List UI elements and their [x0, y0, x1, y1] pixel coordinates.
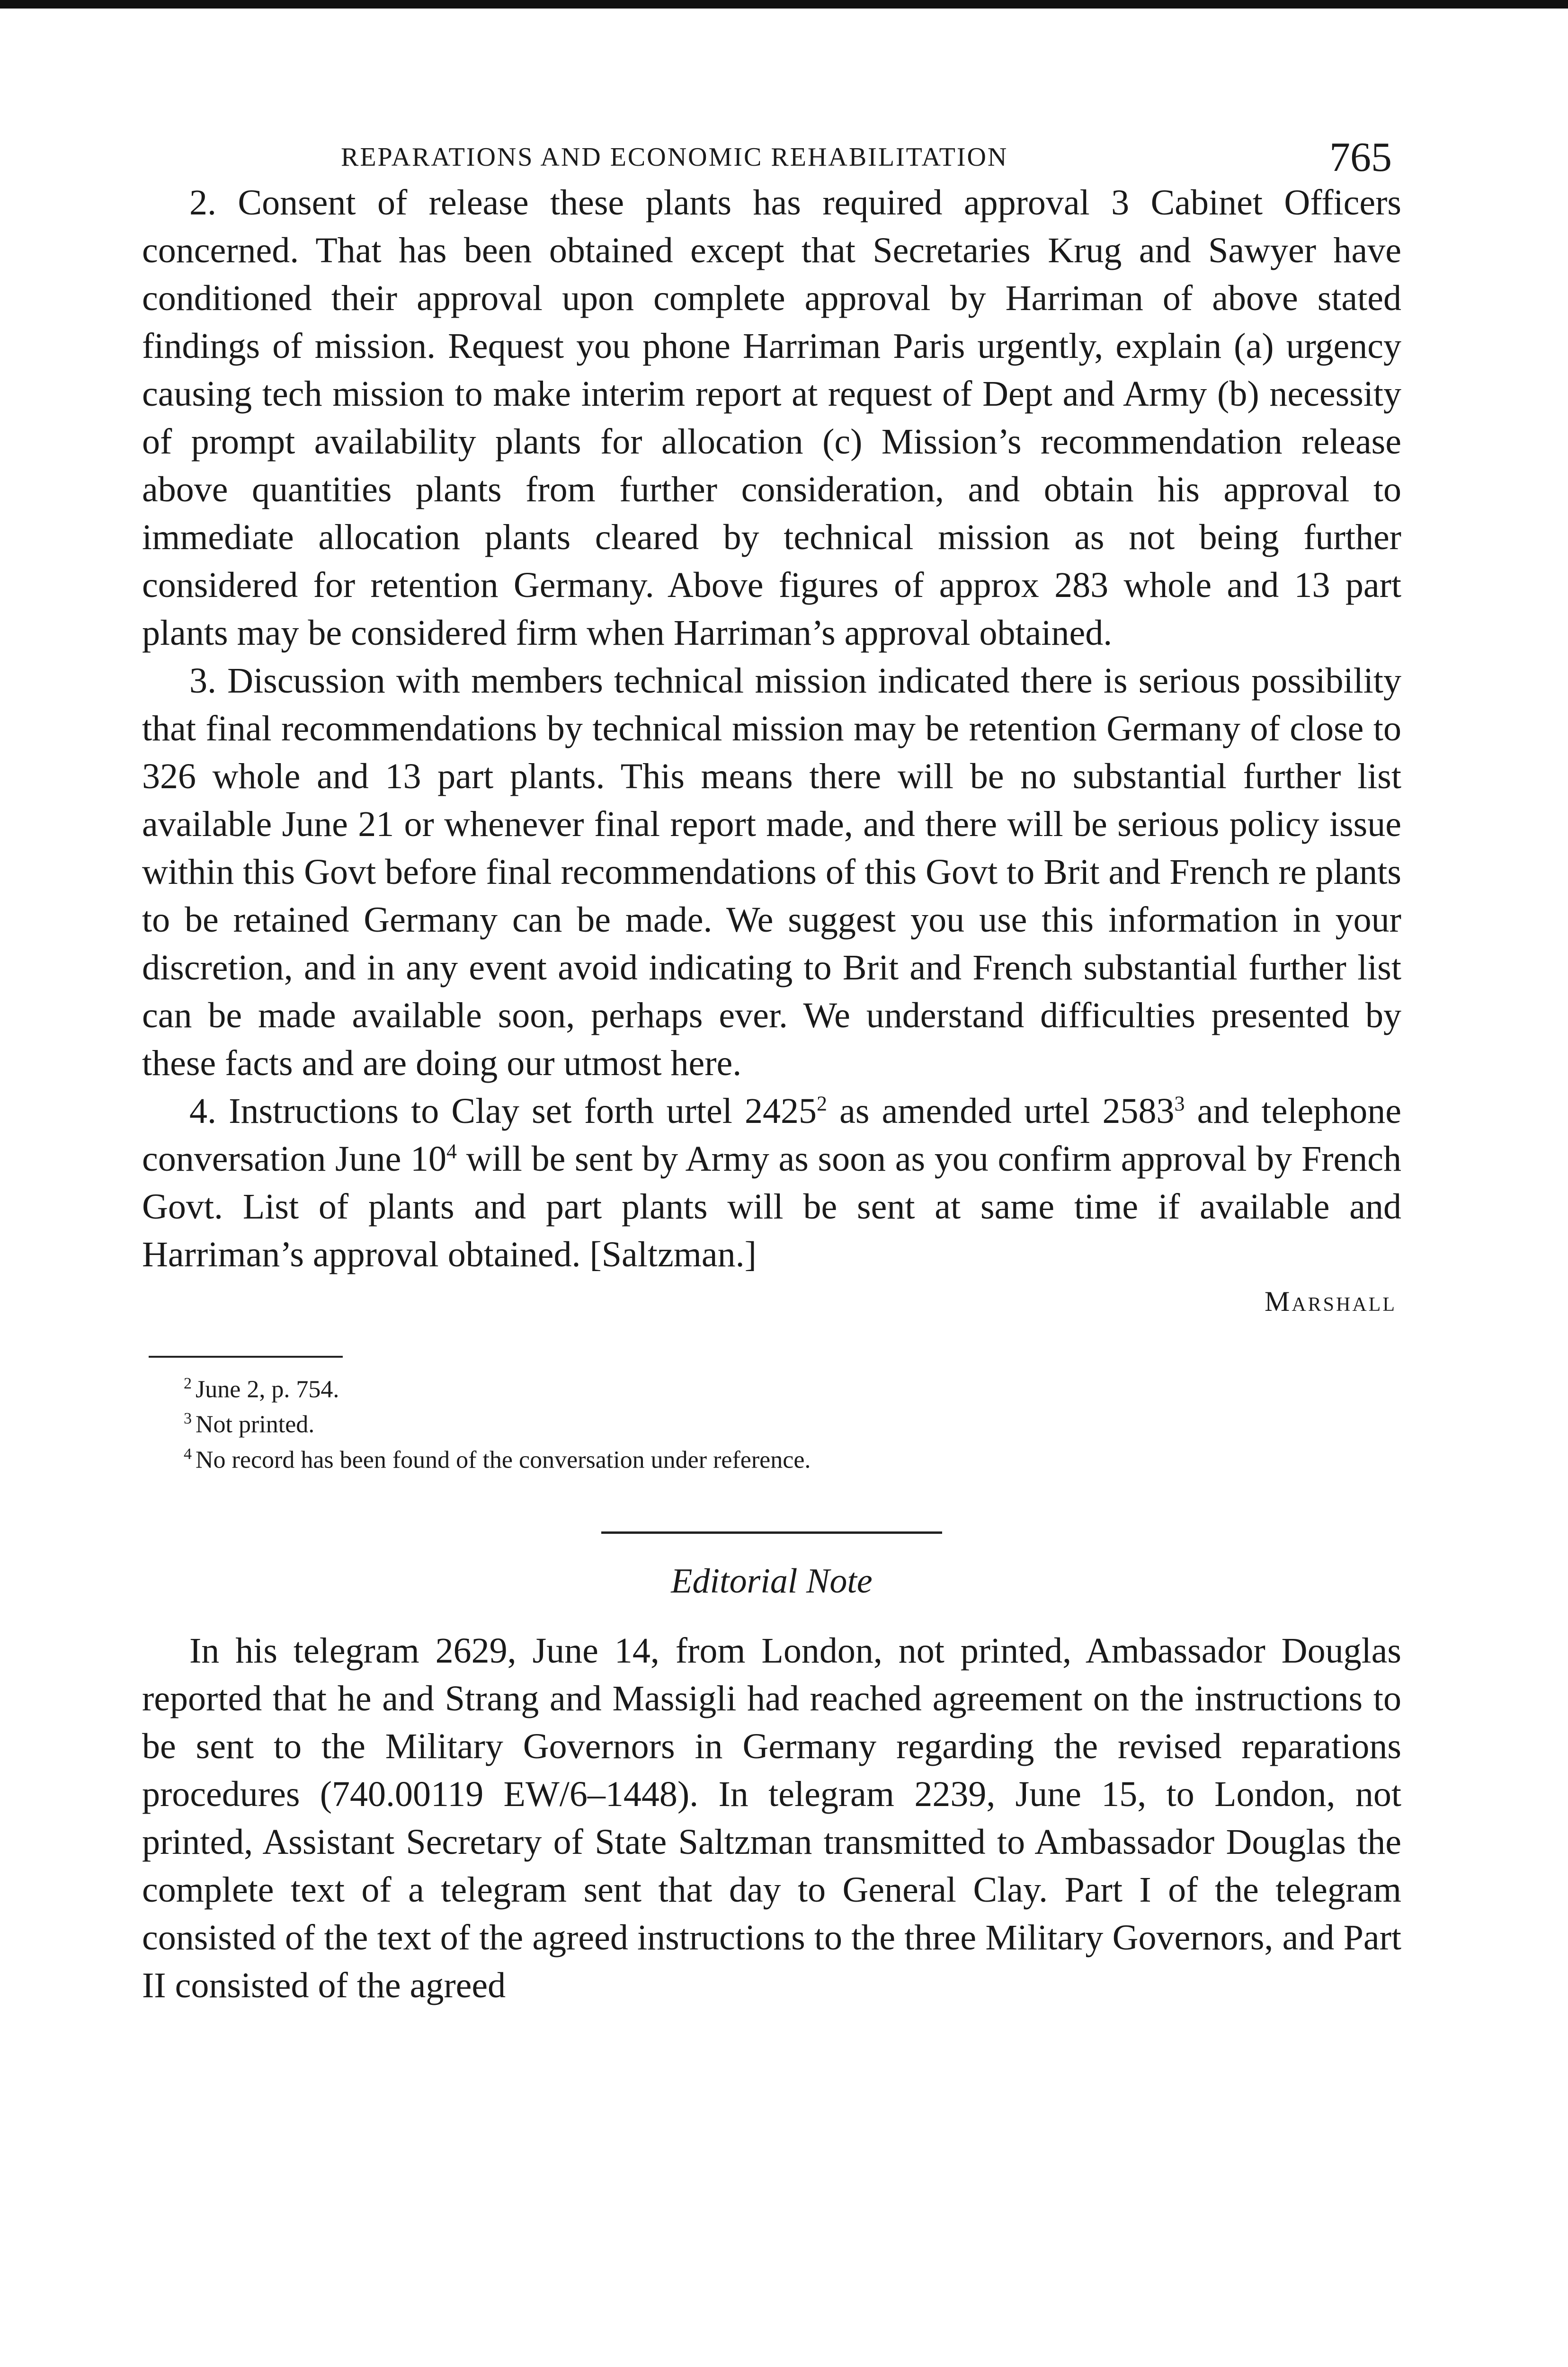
- paragraph-3: 3. Discussion with members technical mission indicated there is serious possibility that final recommendations by technical mission may be retention Germany of close to 326 whole and 13 part plants. This means there will be no substantial further list available June 21 or whenever final report made, and there will be serious policy issue within this Govt before final recommendations of this Govt to Brit and French re plants to be retained Germany can be made. We suggest you use this information in your discretion, and in any event avoid indicating to Brit and French substantial further list can be made available soon, perhaps ever. We understand difficulties presented by these facts and are doing our utmost here.: [142, 661, 1401, 1083]
- paragraph-2: 2. Consent of release these plants has required approval 3 Cabinet Officers concerned. That has been obtained except that Secretaries Krug and Sawyer have conditioned their approval upon complete approval by Harriman of above stated findings of mission. Request you phone Harriman Paris urgently, explain (a) urgency causing tech mission to make interim report at request of Dept and Army (b) necessity of prompt availability plants for allocation (c) Mission’s recommendation release above quantities plants from further consideration, and obtain his approval to immediate allocation plants cleared by technical mission as not being further considered for retention Germany. Above figures of approx 283 whole and 13 part plants may be considered firm when Harriman’s approval obtained.: [142, 183, 1401, 653]
- document-page: [142, 123, 1401, 2010]
- footnote-2: [184, 1369, 1401, 1404]
- paragraph-4-text-c: and telephone conversation June 10: [142, 1091, 1401, 1179]
- editorial-note-heading: Editorial Note: [671, 1561, 873, 1601]
- footnote-number: 3: [184, 1410, 192, 1428]
- editorial-note-text: In his telegram 2629, June 14, from London, not printed, Ambassador Douglas reported that he and Strang and Massigli had reached agreement on the instructions to be sent to the Military Governors in Germany regarding the revised reparations procedures (740.00119 EW/6–1448). In telegram 2239, June 15, to London, not printed, Assistant Secretary of State Saltzman transmitted to Ambassador Douglas the complete text of a telegram sent that day to General Clay. Part I of the telegram consisted of the text of the agreed instructions to the three Military Governors, and Part II consisted of the agreed: [142, 1630, 1401, 2005]
- paragraph-4-text-a: 4. Instructions to Clay set forth urtel 2425: [189, 1091, 817, 1131]
- footnote-text: No record has been found of the conversation under reference.: [196, 1446, 811, 1473]
- paragraph-4: [142, 1087, 1401, 1279]
- footnote-number: 4: [184, 1445, 192, 1463]
- footnote-divider: [149, 1356, 343, 1358]
- running-title: REPARATIONS AND ECONOMIC REHABILITATION: [341, 142, 1008, 172]
- paragraph-4-text-d: will be sent by Army as soon as you confirm approval by French Govt. List of plants and part plants will be sent at same time if available and Harriman’s approval obtained. [Saltzman.]: [142, 1139, 1401, 1274]
- section-divider: [601, 1531, 942, 1534]
- footnote-ref-3: 3: [1174, 1092, 1185, 1115]
- footnote-4: [184, 1440, 1401, 1475]
- top-border: [0, 0, 1568, 9]
- footnote-ref-4: 4: [446, 1139, 457, 1163]
- footnotes: [184, 1369, 1401, 1475]
- paragraph-4-text-b: as amended urtel 2583: [827, 1091, 1175, 1131]
- signature: Marshall: [1264, 1286, 1397, 1317]
- footnote-text: Not printed.: [196, 1411, 315, 1438]
- footnote-number: 2: [184, 1375, 192, 1392]
- footnote-text: June 2, p. 754.: [196, 1376, 339, 1403]
- running-header: [142, 123, 1401, 180]
- page-number: 765: [1329, 134, 1392, 180]
- footnote-ref-2: 2: [817, 1092, 827, 1115]
- footnote-3: [184, 1404, 1401, 1439]
